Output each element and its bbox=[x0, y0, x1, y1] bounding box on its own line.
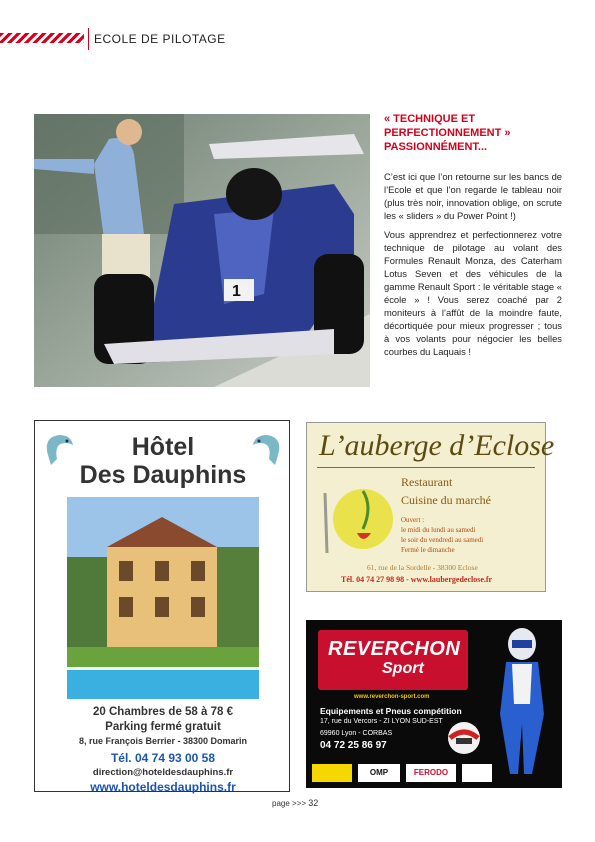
page-number: page >>> 32 bbox=[272, 798, 319, 808]
hotel-parking: Parking fermé gratuit bbox=[105, 721, 221, 733]
reverchon-line1: Equipements et Pneus compétition bbox=[320, 706, 462, 716]
article-title: « TECHNIQUE ET PERFECTIONNEMENT » PASSIONNÉMENT... bbox=[384, 113, 511, 153]
sponsor-logo: FERODO bbox=[406, 764, 456, 782]
article bbox=[384, 112, 562, 364]
hotel-name-line1: Hôtel bbox=[131, 433, 195, 461]
auberge-hours: le soir du vendredi au samedi bbox=[401, 536, 484, 544]
hotel-address: 8, rue François Berrier - 38300 Domarin bbox=[78, 736, 248, 746]
sponsor-logo bbox=[462, 764, 492, 782]
auberge-cuisine: Cuisine du marché bbox=[401, 493, 491, 507]
hotel-info bbox=[35, 705, 291, 795]
page-header bbox=[0, 28, 595, 50]
car-number: 1 bbox=[232, 283, 241, 300]
reverchon-line2: 17, rue du Vercors - ZI LYON SUD-EST bbox=[320, 718, 443, 725]
hotel-tel: Tél. 04 74 93 00 58 bbox=[110, 751, 216, 765]
hotel-web: www.hoteldesdauphins.fr bbox=[90, 780, 236, 794]
hotel-ad bbox=[34, 420, 290, 792]
reverchon-logo bbox=[318, 630, 468, 700]
reverchon-ad bbox=[306, 620, 562, 788]
auberge-hours: Fermé le dimanche bbox=[401, 546, 455, 554]
hotel-email: direction@hoteldesdauphins.fr bbox=[92, 767, 234, 778]
auberge-contact: Tél. 04 74 27 98 98 - www.laubergedeclose.fr bbox=[341, 575, 493, 584]
reverchon-tel: 04 72 25 86 97 bbox=[320, 740, 387, 751]
racing-photo bbox=[34, 114, 370, 387]
auberge-title: L’auberge d’Eclose bbox=[319, 429, 555, 462]
sponsor-logo: OMP bbox=[358, 764, 400, 782]
helmet-icon bbox=[446, 720, 482, 756]
hotel-name-line2: Des Dauphins bbox=[79, 461, 247, 489]
auberge-ad bbox=[306, 422, 555, 592]
section-title: ECOLE DE PILOTAGE bbox=[94, 32, 226, 46]
reverchon-sport: Sport bbox=[382, 660, 424, 677]
auberge-divider bbox=[317, 467, 535, 468]
auberge-hours: le midi du lundi au samedi bbox=[401, 526, 476, 534]
reverchon-web: www.reverchon-sport.com bbox=[354, 694, 430, 700]
auberge-address: 61, rue de la Sordelle - 38300 Eclose bbox=[367, 563, 478, 572]
sponsor-logo bbox=[312, 764, 352, 782]
header-stripes bbox=[0, 33, 84, 43]
auberge-open: Ouvert : bbox=[401, 516, 425, 524]
article-paragraph: Vous apprendrez et perfectionnerez votre technique de pilotage au volant des Formules Renault Monza, des Caterham Lotus Seven et des véhicules de la gamme Renault Sport : le véritable stage « école » ! Vous serez coaché par 2 moniteurs à l’affût de la moindre faute, décortiquée pour mieux progresser ; tous à vos volants pour négocier les belles courbes du Laquais ! bbox=[384, 229, 562, 357]
plate-icon bbox=[317, 473, 399, 563]
reverchon-brand: REVERCHON bbox=[328, 638, 461, 660]
hotel-rooms: 20 Chambres de 58 à 78 € bbox=[93, 706, 233, 718]
hotel-photo bbox=[67, 497, 259, 699]
sponsor-logos bbox=[312, 764, 522, 782]
auberge-restaurant: Restaurant bbox=[401, 475, 453, 489]
reverchon-line3: 69960 Lyon - CORBAS bbox=[320, 730, 393, 737]
driver-icon bbox=[486, 624, 558, 784]
article-paragraph: C’est ici que l’on retourne sur les bancs de l’Ecole et que l’on regarde le tableau noir (plus très noir, innovation oblige, on scrute les « sliders » du Power Point !) bbox=[384, 171, 562, 221]
header-divider bbox=[88, 28, 89, 50]
